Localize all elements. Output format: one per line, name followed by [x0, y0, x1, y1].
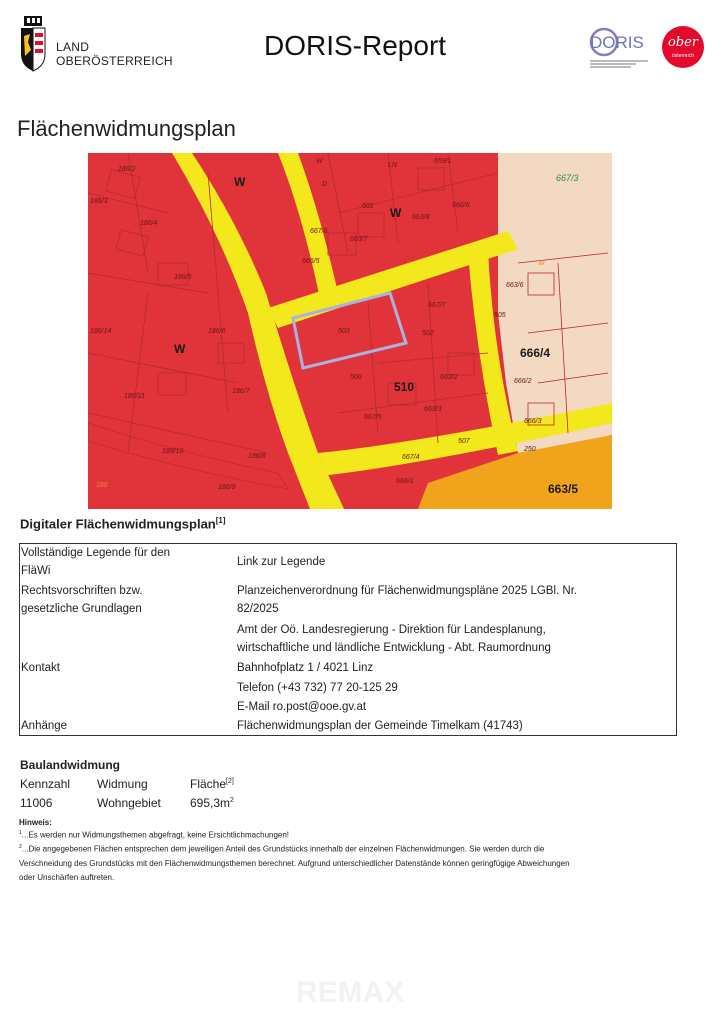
hint-note-1-num: 1	[19, 830, 22, 836]
legend-label-line-1: Vollständige Legende für den	[21, 547, 170, 559]
law-value-line-1: Planzeichenverordnung für Flächenwidmungspläne 2025 LGBl. Nr.	[237, 585, 578, 597]
map-label: 503	[338, 328, 350, 335]
contact-phone: Telefon (+43 732) 77 20-125 29	[237, 682, 398, 694]
hint-title: Hinweis:	[19, 818, 52, 827]
bauland-flaeche-value: 695,3m	[190, 796, 231, 810]
map-label: D	[322, 181, 328, 188]
map-label: 663/8	[412, 214, 430, 221]
map-label: 601	[362, 203, 374, 210]
map-label: 659/1	[434, 158, 452, 165]
map-label: W	[538, 260, 545, 267]
map-label: 666/1	[396, 478, 414, 485]
hint-note-1-text: ...Es werden nur Widmungsthemen abgefragt, keine Ersichtlichmachungen!	[21, 830, 290, 840]
hint-note-2-line-2: Verschneidung des Grundstücks mit den Flächenwidmungsthemen berechnet. Aufgrund unterschiedlicher Datenstände können geringfügige Abweichungen	[19, 858, 570, 868]
report-title: DORIS-Report	[264, 30, 447, 61]
map-zone-letter: W	[390, 206, 402, 220]
legend-label-line-2: FläWi	[21, 565, 51, 577]
bauland-header-widmung: Widmung	[97, 777, 148, 791]
bauland-flaeche-unit-exp: 2	[230, 797, 234, 804]
bauland-header-flaeche	[190, 777, 234, 791]
map-label: 186/2	[118, 166, 136, 173]
fwp-info-table	[19, 543, 677, 736]
map-label: 186/8	[248, 453, 266, 460]
map-label: 667/7	[428, 302, 446, 309]
map-label: 663/6	[506, 282, 524, 289]
map-zone-letter: 510	[394, 380, 415, 394]
map-label: 186/10	[162, 448, 184, 455]
section-title: Flächenwidmungsplan	[17, 116, 236, 141]
map-label: 186/5	[174, 274, 192, 281]
contact-label: Kontakt	[21, 662, 60, 674]
map-label: 250	[524, 446, 536, 453]
contact-email[interactable]: E-Mail ro.post@ooe.gv.at	[237, 701, 367, 713]
bauland-widmung: Wohngebiet	[97, 796, 161, 810]
map-label: 667/6	[310, 228, 328, 235]
hint-note-2	[19, 840, 689, 885]
legend-label	[21, 544, 221, 580]
map-label: 663/2	[440, 374, 458, 381]
ober-logo-subtext: österreich	[672, 53, 694, 59]
land-logo-text	[56, 40, 173, 68]
map-zone-letter: 663/5	[548, 482, 579, 496]
map-label: 186/14	[90, 328, 112, 335]
map-label: W	[316, 158, 323, 165]
bauland-kennzahl: 11006	[20, 796, 53, 810]
fwp-heading-text: Digitaler Flächenwidmungsplan	[20, 516, 216, 532]
doris-logo-text: DORIS	[590, 33, 644, 52]
map-label: 186	[96, 482, 108, 489]
contact-address: Bahnhofplatz 1 / 4021 Linz	[237, 662, 374, 674]
map-zone-letter: 666/4	[520, 346, 551, 360]
ober-oesterreich-logo	[662, 26, 704, 68]
law-value-line-2: 82/2025	[237, 603, 279, 615]
contact-org-line-2: wirtschaftliche und ländliche Entwicklung - Abt. Raumordnung	[237, 642, 551, 654]
hint-note-2-line-1-text: ...Die angegebenen Flächen entsprechen dem jeweiligen Anteil des Grundstücks innerhalb der einzelnen Flächenwidmungen. Sie werden durch die	[21, 844, 545, 854]
map-label: LN	[388, 162, 397, 169]
map-label: 186/4	[140, 220, 158, 227]
map-label: 502	[422, 330, 434, 337]
remax-watermark: REMAX	[296, 976, 405, 1009]
map-label: 667/5	[364, 414, 382, 421]
map-label: 186/6	[208, 328, 226, 335]
map-label: 663/3	[424, 406, 442, 413]
legend-link[interactable]: Link zur Legende	[237, 556, 326, 568]
ober-logo-text: ober	[667, 35, 699, 50]
fwp-heading-note: [1]	[215, 516, 226, 525]
report-header	[0, 0, 724, 90]
bauland-header-kennzahl: Kennzahl	[20, 777, 71, 791]
map-zone-letter: W	[234, 175, 246, 189]
contact-org	[237, 621, 667, 657]
doris-logo-subtext	[590, 58, 648, 68]
map-label: 666/3	[524, 418, 542, 425]
fwp-heading	[20, 516, 226, 531]
map-label: 186/11	[124, 393, 145, 400]
bauland-flaeche	[190, 796, 234, 810]
map-label: 186/3	[90, 198, 108, 205]
map-label-ln: 667/3	[556, 173, 579, 183]
bauland-title: Baulandwidmung	[20, 758, 120, 772]
map-label: 186/7	[232, 388, 250, 395]
bauland-header-flaeche-text: Fläche	[190, 777, 227, 791]
map-label: 507	[458, 438, 470, 445]
law-label	[21, 582, 221, 618]
map-label: 505	[494, 312, 506, 319]
land-line-1: LAND	[56, 40, 90, 54]
map-zone-letter: W	[174, 342, 186, 356]
hint-note-2-line-3: oder Unschärfen auftreten.	[19, 872, 115, 882]
map-label: 506	[350, 374, 362, 381]
map-label: 666/2	[514, 378, 532, 385]
law-value	[237, 582, 667, 618]
attachments-value[interactable]: Flächenwidmungsplan der Gemeinde Timelkam (41743)	[237, 720, 523, 732]
hint-note-2-num: 2	[19, 844, 22, 850]
hint-note-2-line-1	[19, 840, 689, 857]
law-label-line-1: Rechtsvorschriften bzw.	[21, 585, 143, 597]
zoning-map	[88, 153, 612, 509]
map-label: 666/5	[302, 258, 320, 265]
map-label: 186/9	[218, 484, 236, 491]
land-line-2: OBERÖSTERREICH	[56, 54, 173, 68]
map-label: 667/4	[402, 454, 420, 461]
attachments-label: Anhänge	[21, 720, 68, 732]
map-label: 666/6	[452, 202, 470, 209]
bauland-header-flaeche-note: [2]	[226, 778, 234, 785]
map-label: 663/7	[350, 236, 368, 243]
upper-austria-coat-of-arms-icon	[18, 16, 48, 72]
law-label-line-2: gesetzliche Grundlagen	[21, 603, 142, 615]
contact-org-line-1: Amt der Oö. Landesregierung - Direktion für Landesplanung,	[237, 624, 546, 636]
